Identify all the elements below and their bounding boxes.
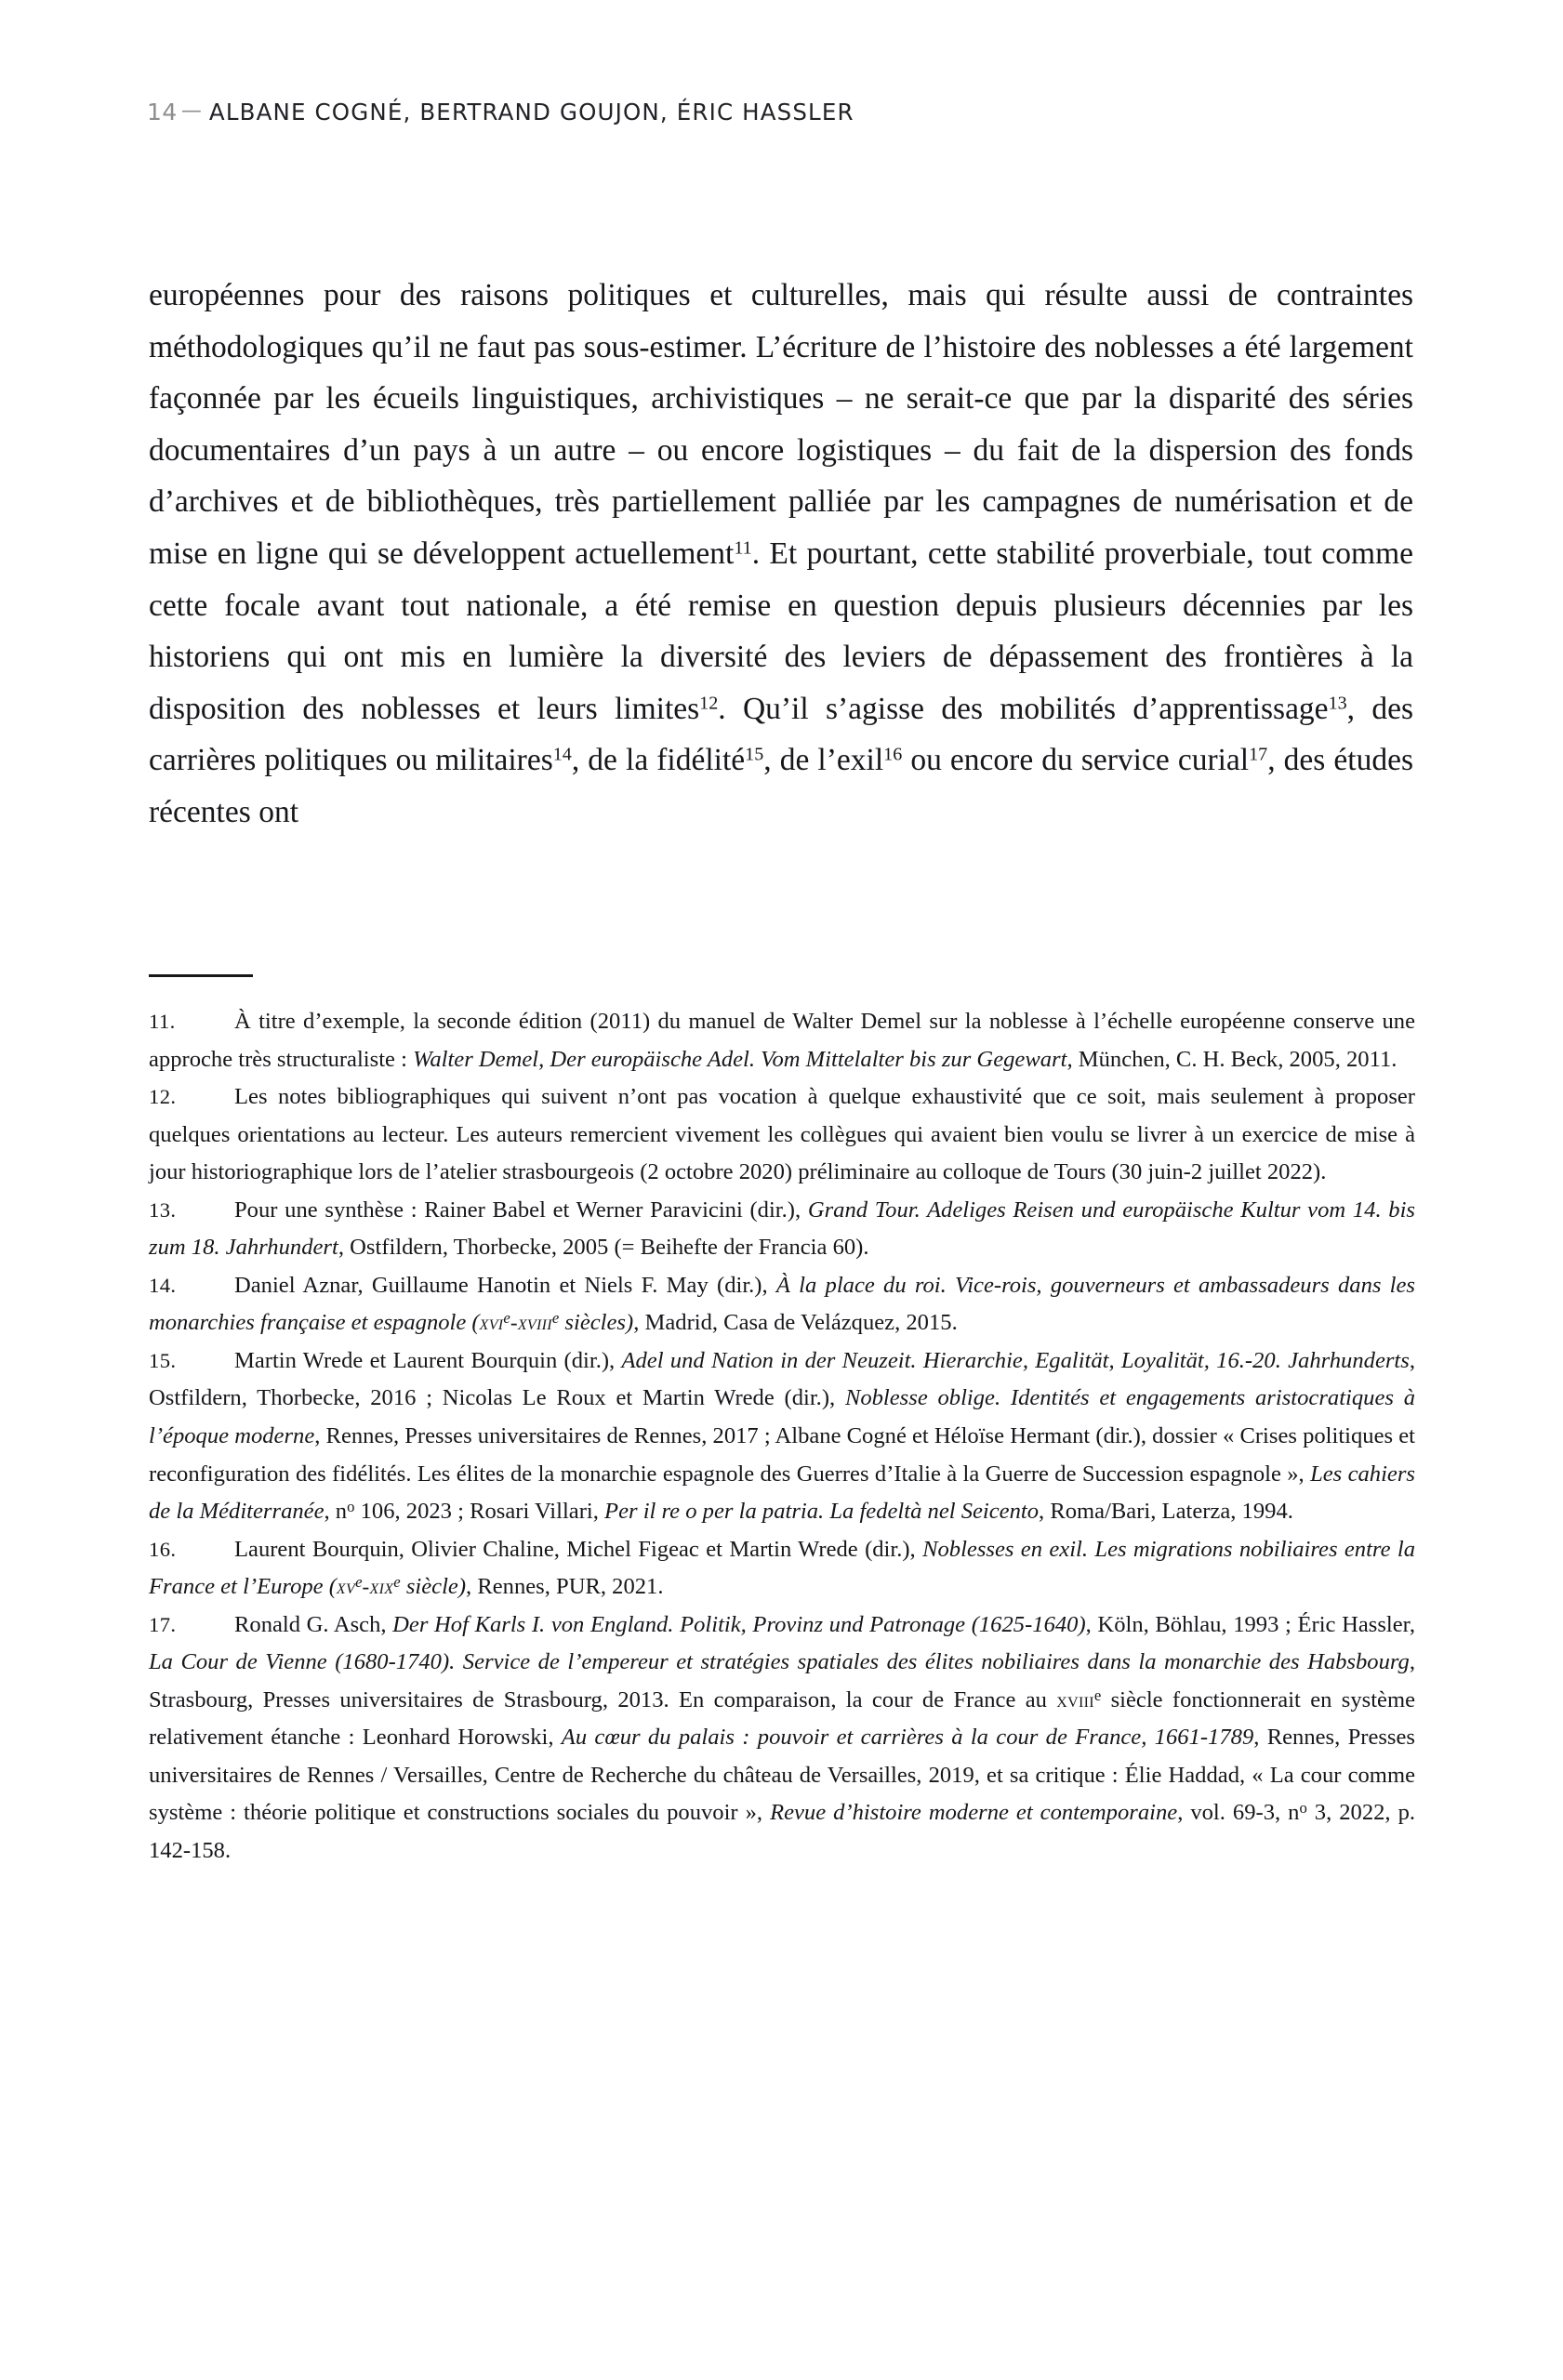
- footnote-entry: [149, 1531, 1415, 1606]
- italic-title: siècle): [400, 1574, 467, 1600]
- text-run: 106, 2023 ; Rosari Villari,: [354, 1499, 605, 1525]
- italic-title: Walter Demel, Der europäische Adel. Vom Mittelalter bis zur Gegewart: [413, 1046, 1067, 1072]
- footnote-number[interactable]: 14.: [149, 1273, 177, 1297]
- italic-title: Grand Tour. Adeliges Reisen und europäische Kultur vom 14. bis zum 18. Jahrhundert: [149, 1197, 1415, 1261]
- text-run: Laurent Bourquin, Olivier Chaline, Michel Figeac et Martin Wrede (dir.),: [234, 1536, 923, 1562]
- text-run: , n: [324, 1499, 348, 1525]
- text-run: Pour une synthèse : Rainer Babel et Werner Paravicini (dir.),: [234, 1197, 808, 1223]
- footnote-text: [149, 1197, 1415, 1261]
- footnote-text: [149, 1084, 1415, 1184]
- footnote-number[interactable]: 13.: [149, 1197, 177, 1222]
- small-caps-numeral: xviii: [1056, 1687, 1094, 1712]
- text-run: 3, 2022, p. 142-158.: [149, 1800, 1416, 1864]
- footnote-entry: [149, 1342, 1415, 1531]
- text-run: , Rennes, Presses universitaires de Rennes, 2017 ; Albane Cogné et Héloïse Hermant (dir.), dossier « Crises politiques et reconfiguration des fidélités. Les élites de la monarchie espagnole des Guerres d’Italie à la Guerre de Succession espagnole »,: [149, 1423, 1415, 1487]
- page-folio-number: 14: [147, 99, 178, 126]
- text-run: , Köln, Böhlau, 1993 ; Éric Hassler,: [1085, 1611, 1415, 1637]
- small-caps-italic-numeral: -xix: [362, 1575, 394, 1600]
- running-head-dash: —: [180, 99, 203, 123]
- text-run: Daniel Aznar, Guillaume Hanotin et Niels F. May (dir.),: [234, 1272, 776, 1298]
- footnote-number[interactable]: 16.: [149, 1537, 177, 1561]
- text-run: Martin Wrede et Laurent Bourquin (dir.),: [234, 1347, 622, 1373]
- text-run: , des carrières politiques ou militaires: [149, 691, 1413, 778]
- text-run: . Qu’il s’agisse des mobilités d’apprentissage: [718, 691, 1329, 726]
- ordinal-superscript: o: [347, 1498, 355, 1516]
- italic-title: Noblesses en exil. Les migrations nobiliaires entre la France et l’Europe (: [149, 1536, 1415, 1600]
- ordinal-superscript: o: [1299, 1799, 1307, 1818]
- footnote-text: [149, 1612, 1415, 1863]
- footnotes-block: [149, 1003, 1415, 1871]
- footnote-reference[interactable]: 14: [552, 744, 572, 765]
- footnote-text: [149, 1537, 1415, 1600]
- text-run: siècle fonctionnerait en système relativement étanche : Leonhard Horowski,: [149, 1686, 1415, 1751]
- footnote-text: [149, 1273, 1415, 1336]
- text-run: . Et pourtant, cette stabilité proverbiale, tout comme cette focale avant tout nationale, a été remise en question depuis plusieurs décennies par les historiens qui ont mis en lumière la diversité des leviers de dépassement des frontières à la disposition des noblesses et leurs limites: [149, 536, 1414, 726]
- italic-title: Per il re o per la patria. La fedeltà nel Seicento: [604, 1499, 1040, 1525]
- ordinal-superscript: e: [393, 1573, 401, 1592]
- footnote-text: [149, 1348, 1415, 1524]
- italic-title: Adel und Nation in der Neuzeit. Hierarchie, Egalität, Loyalität, 16.-20. Jahrhunderts: [621, 1347, 1410, 1373]
- italic-title: siècles): [559, 1310, 634, 1336]
- italic-title: Der Hof Karls I. von England. Politik, Provinz und Patronage (1625-1640): [392, 1611, 1086, 1637]
- footnote-entry: [149, 1267, 1415, 1342]
- text-run: , vol. 69-3, n: [1177, 1800, 1300, 1826]
- footnote-separator-rule: [149, 974, 253, 977]
- text-run: européennes pour des raisons politiques et culturelles, mais qui résulte aussi de contraintes méthodologiques qu’il ne faut pas sous-estimer. L’écriture de l’histoire des noblesses a été largement façonnée par les écueils linguistiques, archivistiques – ne serait-ce que par la disparité des séries documentaires d’un pays à un autre – ou encore logistiques – du fait de la dispersion des fonds d’archives et de bibliothèques, très partiellement palliée par les campagnes de numérisation et de mise en ligne qui se développent actuellement: [149, 278, 1413, 571]
- footnote-entry: [149, 1078, 1415, 1192]
- footnote-number[interactable]: 12.: [149, 1085, 177, 1109]
- text-run: , Ostfildern, Thorbecke, 2016 ; Nicolas Le Roux et Martin Wrede (dir.),: [149, 1347, 1415, 1411]
- footnote-number[interactable]: 11.: [149, 1010, 176, 1033]
- footnote-reference[interactable]: 16: [883, 744, 903, 765]
- footnote-text: [149, 1009, 1415, 1072]
- text-run: , Rennes, PUR, 2021.: [466, 1574, 664, 1600]
- text-run: , Ostfildern, Thorbecke, 2005 (= Beihefte der Francia 60).: [338, 1235, 869, 1261]
- text-run: , Rennes, Presses universitaires de Rennes / Versailles, Centre de Recherche du château de Versailles, 2019, et sa critique : Élie Haddad, « La cour comme système : théorie politique et constructions sociales du pouvoir »,: [149, 1725, 1415, 1826]
- body-text-block: [149, 270, 1413, 839]
- ordinal-superscript: e: [503, 1309, 510, 1328]
- body-paragraph: [149, 270, 1413, 839]
- footnote-entry: [149, 1606, 1415, 1871]
- footnote-entry: [149, 1192, 1415, 1267]
- ordinal-superscript: e: [355, 1573, 363, 1592]
- text-run: , München, C. H. Beck, 2005, 2011.: [1066, 1046, 1397, 1072]
- italic-title: À la place du roi. Vice-rois, gouverneurs et ambassadeurs dans les monarchies française et espagnole (: [149, 1272, 1415, 1336]
- ordinal-superscript: e: [1093, 1686, 1102, 1704]
- small-caps-italic-numeral: xvi: [479, 1311, 504, 1336]
- running-head: [147, 99, 854, 126]
- text-run: À titre d’exemple, la seconde édition (2011) du manuel de Walter Demel sur la noblesse à l’échelle européenne conserve une approche très structuraliste :: [149, 1009, 1415, 1072]
- small-caps-italic-numeral: -xviii: [510, 1311, 552, 1336]
- italic-title: Noblesse oblige. Identités et engagements aristocratiques à l’époque moderne: [149, 1385, 1416, 1449]
- italic-title: Les cahiers de la Méditerranée: [149, 1461, 1415, 1525]
- footnote-entry: [149, 1003, 1415, 1078]
- text-run: ou encore du service curial: [902, 743, 1250, 778]
- text-run: Les notes bibliographiques qui suivent n’ont pas vocation à quelque exhaustivité que ce soit, mais seulement à proposer quelques orientations au lecteur. Les auteurs remercient vivement les collègues qui avaient bien voulu se livrer à un exercice de mise à jour historiographique lors de l’atelier strasbourgeois (2 octobre 2020) préliminaire au colloque de Tours (30 juin-2 juillet 2022).: [149, 1084, 1415, 1185]
- text-run: , de l’exil: [763, 743, 884, 778]
- footnote-reference[interactable]: 11: [734, 537, 752, 559]
- text-run: , des études récentes ont: [149, 743, 1413, 829]
- running-head-authors: ALBANE COGNÉ, BERTRAND GOUJON, ÉRIC HASSLER: [208, 99, 854, 126]
- footnote-reference[interactable]: 13: [1328, 693, 1347, 714]
- text-run: Ronald G. Asch,: [234, 1611, 393, 1637]
- footnote-number[interactable]: 15.: [149, 1348, 177, 1372]
- small-caps-italic-numeral: xv: [336, 1575, 356, 1600]
- footnote-reference[interactable]: 15: [745, 744, 764, 765]
- ordinal-superscript: e: [551, 1309, 560, 1328]
- text-run: , de la fidélité: [571, 743, 746, 778]
- footnote-reference[interactable]: 17: [1249, 744, 1268, 765]
- text-run: , Madrid, Casa de Velázquez, 2015.: [633, 1310, 958, 1336]
- italic-title: La Cour de Vienne (1680-1740). Service de l’empereur et stratégies spatiales des élites nobiliaires dans la monarchie des Habsbourg: [149, 1649, 1410, 1675]
- italic-title: Revue d’histoire moderne et contemporaine: [770, 1800, 1178, 1826]
- footnote-number[interactable]: 17.: [149, 1612, 177, 1636]
- italic-title: Au cœur du palais : pouvoir et carrières à la cour de France, 1661-1789: [561, 1725, 1254, 1751]
- text-run: , Roma/Bari, Laterza, 1994.: [1039, 1499, 1293, 1525]
- text-run: , Strasbourg, Presses universitaires de Strasbourg, 2013. En comparaison, la cour de France au: [149, 1649, 1415, 1712]
- footnote-reference[interactable]: 12: [699, 693, 719, 714]
